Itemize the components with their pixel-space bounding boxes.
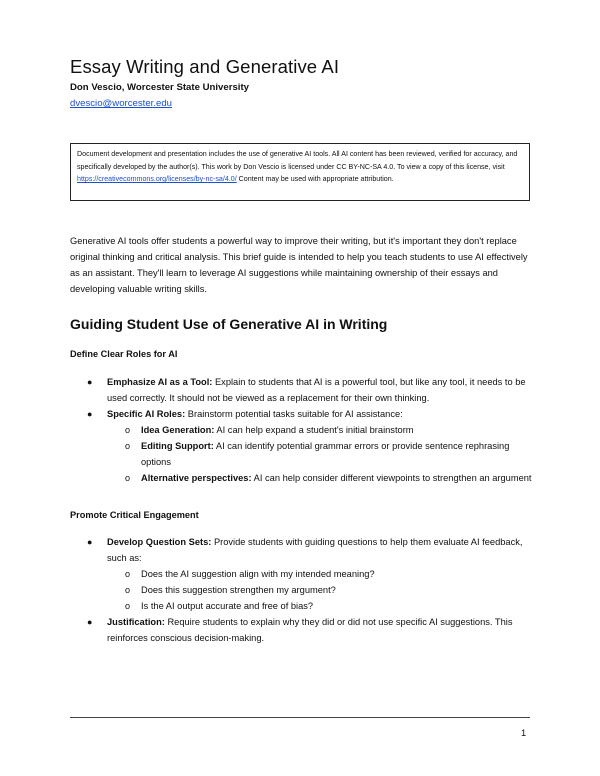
sub-list-item xyxy=(0,566,537,582)
sub-list-item xyxy=(0,598,537,614)
bullet-icon: ● xyxy=(87,377,93,387)
item-label: Justification: xyxy=(107,617,165,627)
list-item xyxy=(0,534,537,566)
item-text: Does the AI suggestion align with my intended meaning? xyxy=(141,569,375,579)
sub-bullet-icon: o xyxy=(125,601,131,611)
list-item xyxy=(0,614,537,646)
item-text: Brainstorm potential tasks suitable for AI assistance: xyxy=(185,409,403,419)
engagement-heading: Promote Critical Engagement xyxy=(70,510,199,520)
item-text: Provide students with guiding questions to help them evaluate AI feedback, such as: xyxy=(107,537,523,563)
bullet-icon: ● xyxy=(87,537,93,547)
document-title: Essay Writing and Generative AI xyxy=(70,56,340,77)
sub-list-item xyxy=(0,438,537,470)
item-label: Emphasize AI as a Tool: xyxy=(107,377,213,387)
sub-list-item xyxy=(0,470,537,486)
intro-paragraph: Generative AI tools offer students a powerful way to improve their writing, but it's important they don't replace original thinking and critical analysis. This brief guide is intended to help you teach students to use AI effectively as an assistant. They'll learn to leverage AI suggestions while maintaining ownership of their essays and developing valuable writing skills. xyxy=(70,236,528,294)
item-label: Develop Question Sets: xyxy=(107,537,212,547)
item-text: Is the AI output accurate and free of bias? xyxy=(141,601,314,611)
roles-list xyxy=(0,374,600,486)
sub-bullet-icon: o xyxy=(125,585,131,595)
bullet-icon: ● xyxy=(87,409,93,419)
section-heading: Guiding Student Use of Generative AI in Writing xyxy=(70,316,388,332)
sub-list-item xyxy=(0,422,537,438)
item-text: Require students to explain why they did or did not use specific AI suggestions. This reinforces conscious decision-making. xyxy=(107,617,513,643)
roles-heading: Define Clear Roles for AI xyxy=(70,349,178,359)
list-item xyxy=(0,374,537,406)
sub-bullet-icon: o xyxy=(125,569,131,579)
sub-bullet-icon: o xyxy=(125,441,131,451)
item-text: Does this suggestion strengthen my argument? xyxy=(141,585,336,595)
sub-list-item xyxy=(0,582,537,598)
notice-text-before: Document development and presentation includes the use of generative AI tools. All AI content has been reviewed, verified for accuracy, and specifically developed by the author(s). This work by Don Vescio is licensed under CC BY-NC-SA 4.0. To view a copy of this license, visit xyxy=(77,150,518,171)
ai-disclosure-notice xyxy=(70,143,530,201)
item-text: AI can help consider different viewpoints to strengthen an argument xyxy=(251,473,532,483)
item-text: AI can help expand a student's initial brainstorm xyxy=(214,425,414,435)
sub-bullet-icon: o xyxy=(125,425,131,435)
bullet-icon: ● xyxy=(87,617,93,627)
license-link[interactable]: https://creativecommons.org/licenses/by-nc-sa/4.0/ xyxy=(77,175,237,184)
page-number: 1 xyxy=(521,728,527,738)
footer-divider xyxy=(70,717,530,718)
item-label: Idea Generation: xyxy=(141,425,215,435)
author-email-link[interactable]: dvescio@worcester.edu xyxy=(70,98,172,109)
item-label: Specific AI Roles: xyxy=(107,409,186,419)
sub-bullet-icon: o xyxy=(125,473,131,483)
item-label: Alternative perspectives: xyxy=(141,473,252,483)
engagement-list xyxy=(0,534,600,646)
item-text: AI can identify potential grammar errors or provide sentence rephrasing options xyxy=(141,441,510,467)
notice-text-after: Content may be used with appropriate attribution. xyxy=(236,175,394,184)
author-line: Don Vescio, Worcester State University xyxy=(70,82,249,93)
item-label: Editing Support: xyxy=(141,441,214,451)
list-item xyxy=(0,406,537,422)
item-text: Explain to students that AI is a powerful tool, but like any tool, it needs to be used correctly. It should not be viewed as a replacement for their own thinking. xyxy=(107,377,526,403)
